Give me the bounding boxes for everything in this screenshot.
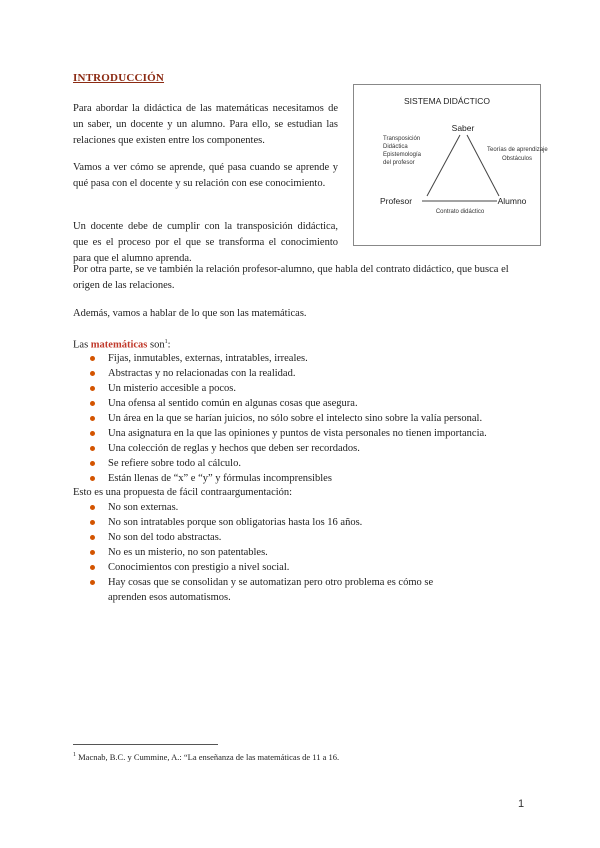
list-item-text: Una colección de reglas y hechos que deben ser recordados. bbox=[108, 443, 360, 454]
list-item bbox=[0, 471, 540, 486]
list-item bbox=[0, 381, 540, 396]
edge-label-right-1: Teorías de aprendizaje bbox=[487, 147, 548, 153]
edge-label-bottom: Contrato didáctico bbox=[435, 209, 485, 215]
list-item bbox=[0, 351, 540, 366]
edge-label-left-2: Didáctica bbox=[383, 144, 408, 150]
edge-label-right-2: Obstáculos bbox=[502, 156, 533, 162]
list-item bbox=[0, 366, 540, 381]
matematicas-list bbox=[0, 351, 540, 486]
list-item-text: No son intratables porque son obligatorias hasta los 16 años. bbox=[108, 517, 363, 528]
footnote-divider bbox=[73, 744, 218, 745]
bullet-icon bbox=[90, 431, 95, 436]
sistema-didactico-diagram bbox=[353, 84, 548, 246]
bullet-icon bbox=[90, 520, 95, 525]
counter-list bbox=[0, 500, 540, 605]
list-item-text: Conocimientos con prestigio a nivel social. bbox=[108, 562, 290, 573]
diagram-title: SISTEMA DIDÁCTICO bbox=[404, 96, 490, 106]
footnote-reference[interactable]: 1 bbox=[164, 339, 168, 345]
footnote-text: Macnab, B.C. y Cummine, A.: “La enseñanza de las matemáticas de 11 a 16. bbox=[76, 752, 340, 762]
bullet-icon bbox=[90, 550, 95, 555]
matematicas-highlight: matemáticas bbox=[90, 339, 148, 351]
list-item bbox=[0, 441, 540, 456]
bullet-icon bbox=[90, 505, 95, 510]
footnote bbox=[73, 752, 339, 762]
list-item bbox=[0, 545, 540, 560]
list-item-text: Se refiere sobre todo al cálculo. bbox=[108, 458, 241, 469]
node-profesor: Profesor bbox=[379, 196, 413, 206]
bullet-icon bbox=[90, 580, 95, 585]
list-item-text: Un misterio accesible a pocos. bbox=[108, 383, 236, 394]
list-item bbox=[0, 515, 540, 530]
bullet-icon bbox=[90, 461, 95, 466]
bullet-icon bbox=[90, 416, 95, 421]
bullet-icon bbox=[90, 565, 95, 570]
bullet-icon bbox=[90, 446, 95, 451]
list-item bbox=[0, 411, 540, 426]
section-heading: INTRODUCCIÓN bbox=[73, 72, 165, 84]
list-item-text: Fijas, inmutables, externas, intratables, irreales. bbox=[108, 353, 308, 364]
bullet-icon bbox=[90, 356, 95, 361]
edge-label-left-4: del profesor bbox=[383, 160, 415, 166]
edge-label-left-1: Transposición bbox=[383, 136, 421, 142]
edge-label-left-3: Epistemología bbox=[383, 152, 422, 158]
footnote-number: 1 bbox=[73, 752, 76, 759]
list-item bbox=[0, 426, 540, 441]
bullet-icon bbox=[90, 386, 95, 391]
bullet-icon bbox=[90, 371, 95, 376]
list-item-text: Hay cosas que se consolidan y se automatizan pero otro problema es cómo se aprenden esos automatismos. bbox=[108, 577, 434, 603]
matematicas-intro-colon: : bbox=[167, 339, 171, 351]
matematicas-intro-suffix: son bbox=[147, 339, 165, 351]
page-number: 1 bbox=[518, 798, 525, 810]
list-item bbox=[0, 530, 540, 545]
counter-intro: Esto es una propuesta de fácil contraargumentación: bbox=[73, 487, 293, 498]
list-item-text: Una ofensa al sentido común en algunas cosas que asegura. bbox=[108, 398, 358, 409]
list-item-text: Abstractas y no relacionadas con la realidad. bbox=[108, 368, 296, 379]
bullet-icon bbox=[90, 535, 95, 540]
node-alumno: Alumno bbox=[497, 196, 527, 206]
list-item bbox=[0, 575, 540, 605]
intro-paragraph-5: Además, vamos a hablar de lo que son las matemáticas. bbox=[73, 308, 307, 319]
intro-paragraph-3: Un docente debe de cumplir con la transposición didáctica, que es el proceso por el que se transforma el conocimiento para que el alumno aprenda. bbox=[73, 221, 338, 264]
list-item-text: No es un misterio, no son patentables. bbox=[108, 547, 268, 558]
list-item bbox=[0, 500, 540, 515]
list-item-text: Una asignatura en la que las opiniones y puntos de vista personales no tienen importancia. bbox=[108, 428, 487, 439]
intro-paragraph-1: Para abordar la didáctica de las matemáticas necesitamos de un saber, un docente y un alumno. Para ello, se estudian las relaciones que existen entre los componentes. bbox=[73, 103, 338, 146]
list-item bbox=[0, 396, 540, 411]
intro-paragraph-4: Por otra parte, se ve también la relación profesor-alumno, que habla del contrato didáctico, que busca el origen de las relaciones. bbox=[73, 264, 509, 291]
matematicas-intro-prefix: Las bbox=[73, 339, 91, 351]
bullet-icon bbox=[90, 476, 95, 481]
list-item-text: Un área en la que se harían juicios, no sólo sobre el intelecto sino sobre la valía personal. bbox=[108, 413, 483, 424]
list-item-text: Están llenas de “x” e “y” y fórmulas incomprensibles bbox=[108, 473, 332, 484]
list-item bbox=[0, 456, 540, 471]
list-item-text: No son del todo abstractas. bbox=[108, 532, 222, 543]
list-item bbox=[0, 560, 540, 575]
intro-paragraph-2: Vamos a ver cómo se aprende, qué pasa cuando se aprende y qué pasa con el docente y su relación con ese conocimiento. bbox=[73, 162, 338, 189]
bullet-icon bbox=[90, 401, 95, 406]
list-item-text: No son externas. bbox=[108, 502, 179, 513]
node-saber: Saber bbox=[451, 123, 475, 133]
